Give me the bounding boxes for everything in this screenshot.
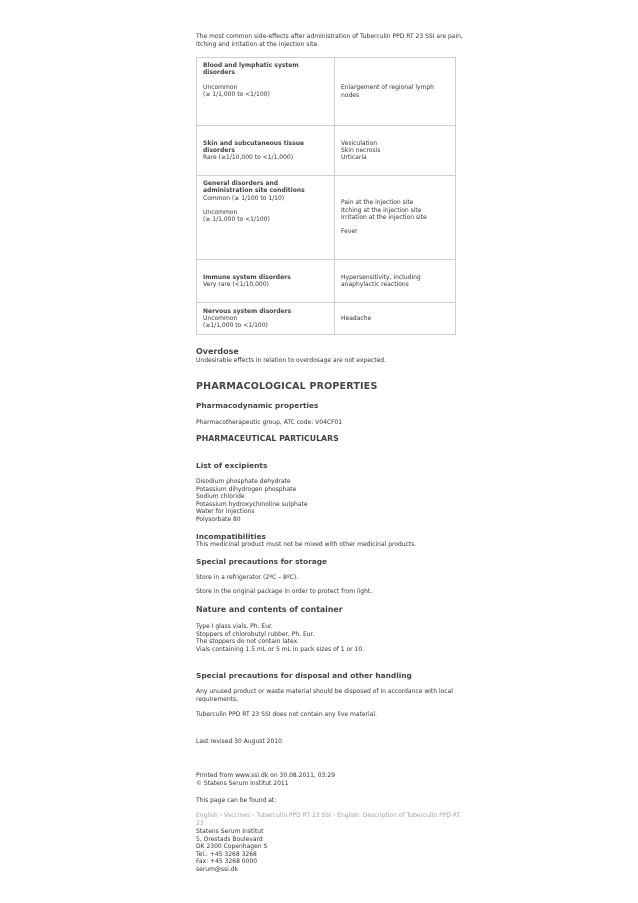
printed-from: Printed from www.ssi.dk on 30.08.2011, 03:29 (196, 772, 336, 779)
frequency-text: Uncommon (203, 208, 238, 216)
last-revised: Last revised 30 August 2010 (196, 738, 282, 745)
disposal-text: Any unused product or waste material should be disposed of in accordance with local requirements. (196, 688, 453, 703)
storage-text-2: Store in the original package in order to protect from light. (196, 588, 373, 595)
list-item: Type I glass vials, Ph. Eur. (196, 623, 273, 630)
table-cell-effects (335, 58, 456, 126)
frequency-text (203, 77, 328, 84)
breadcrumb-product[interactable]: Tuberculin PPD RT 23 SSI (256, 812, 331, 819)
frequency-text: Uncommon (203, 83, 238, 91)
disposal-heading: Special precautions for disposal and other handling (196, 671, 412, 680)
table-row (197, 260, 456, 303)
chevron-right-icon: › (252, 812, 255, 819)
frequency-text: (≥ 1/1,000 to <1/100) (203, 90, 270, 98)
list-item: Potassium dihydrogen phosphate (196, 485, 297, 493)
list-item: Statens Serum Institut (196, 828, 264, 835)
table-cell-category (197, 303, 335, 335)
list-item: serum@ssi.dk (196, 865, 239, 873)
breadcrumb-description[interactable]: English: Description of Tuberculin PPD RT 23 (196, 812, 461, 827)
list-item: Potassium hydroxychinoline sulphate (196, 500, 308, 508)
table-cell-category (197, 176, 335, 260)
frequency-text: Rare (≥1/10,000 to <1/1,000) (203, 154, 294, 162)
frequency-text: Very rare (<1/10,000) (203, 281, 269, 288)
table-cell-category (197, 260, 335, 303)
disposal-text-2: Tuberculin PPD RT 23 SSI does not contain any live material. (196, 711, 377, 718)
side-effects-table (196, 57, 456, 335)
table-cell-effects (335, 126, 456, 176)
page-found-at: This page can be found at: (196, 797, 277, 804)
storage-text-1: Store in a refrigerator (2ºC – 8ºC). (196, 574, 299, 581)
pharmaceutical-heading: PHARMACEUTICAL PARTICULARS (196, 434, 339, 443)
list-item: DK 2300 Copenhagen S (196, 843, 268, 850)
chevron-right-icon: › (332, 812, 336, 819)
effect-text: Headache (341, 314, 372, 322)
category-name: Blood and lymphatic system disorders (203, 62, 299, 77)
category-name: Nervous system disorders (203, 307, 292, 315)
frequency-text: (≥1/1,000 to <1/100) (203, 322, 268, 330)
breadcrumb-english[interactable]: English (196, 812, 218, 819)
list-item: Fax: +45 3268 0000 (196, 858, 258, 865)
table-row (197, 176, 456, 260)
excipients-heading: List of excipients (196, 461, 268, 470)
effect-text: Irritation at the injection site (341, 214, 427, 221)
category-name: Skin and subcutaneous tissue disorders (203, 139, 305, 154)
category-name: Immune system disorders (203, 273, 291, 281)
list-item: Sodium chloride (196, 493, 245, 500)
effect-text: Pain at the injection site (341, 199, 414, 207)
table-cell-category (197, 58, 335, 126)
frequency-text: Uncommon (203, 314, 238, 322)
effect-text (341, 221, 449, 228)
effect-text: Enlargement of regional lymph nodes (341, 84, 434, 99)
container-list (196, 623, 364, 653)
storage-heading: Special precautions for storage (196, 557, 328, 566)
effect-text: Hypersensitivity, including anaphylactic reactions (341, 273, 421, 288)
frequency-text (203, 202, 328, 209)
chevron-right-icon: › (219, 812, 222, 819)
effect-text: Skin necrosis (341, 146, 381, 154)
effect-text: Itching at the injection site (341, 206, 422, 214)
effect-text: Vesiculation (341, 139, 378, 147)
overdose-heading: Overdose (196, 347, 239, 356)
frequency-text: (≥ 1/1,000 to <1/100) (203, 216, 270, 224)
list-item: Water for injections (196, 508, 255, 515)
address-block (196, 828, 267, 873)
list-item: 5, Orestads Boulevard (196, 835, 263, 843)
table-cell-category (197, 126, 335, 176)
excipients-list (196, 478, 308, 523)
frequency-text: Common (≥ 1/100 to 1/10) (203, 194, 285, 202)
container-heading: Nature and contents of container (196, 605, 343, 614)
incompatibilities-text: This medicinal product must not be mixed with other medicinal products. (196, 541, 417, 548)
list-item: The stoppers do not contain latex. (196, 638, 300, 645)
list-item: Tel.: +45 3268 3268 (196, 850, 257, 858)
intro-paragraph: The most common side-effects after administration of Tuberculin PPD RT 23 SSI are pain, itching and irritation at the injection site. (196, 33, 463, 48)
list-item: Polysorbate 80 (196, 515, 241, 523)
effect-text: Urticaria (341, 154, 367, 162)
table-row (197, 126, 456, 176)
incompatibilities-heading: Incompatibilities (196, 532, 266, 541)
table-cell-effects (335, 260, 456, 303)
table-row (197, 58, 456, 126)
table-cell-effects (335, 176, 456, 260)
breadcrumb (196, 812, 466, 827)
pharmacological-heading: PHARMACOLOGICAL PROPERTIES (196, 381, 378, 392)
table-row (197, 303, 456, 335)
atc-code-text: Pharmacotherapeutic group, ATC code: V04CF01 (196, 419, 343, 426)
category-name: General disorders and administration site conditions (203, 180, 305, 195)
effect-text: Fever (341, 228, 358, 236)
copyright: © Statens Serum Institut 2011 (196, 780, 289, 787)
list-item: Stoppers of chlorobutyl rubber, Ph. Eur. (196, 630, 315, 638)
list-item: Disodium phosphate dehydrate (196, 478, 291, 485)
table-cell-effects (335, 303, 456, 335)
list-item: Vials containing 1.5 mL or 5 mL in pack sizes of 1 or 10. (196, 645, 365, 653)
overdose-text: Undesirable effects in relation to overdosage are not expected. (196, 357, 386, 364)
breadcrumb-vaccines[interactable]: Vaccines (223, 812, 251, 819)
pharmacodynamic-heading: Pharmacodynamic properties (196, 401, 319, 410)
